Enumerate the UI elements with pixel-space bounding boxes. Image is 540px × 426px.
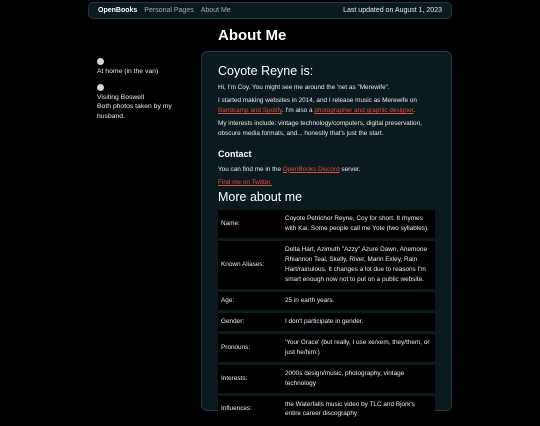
top-nav [88,2,452,19]
info-key: Age: [218,292,282,310]
info-key: Known Aliases: [218,241,282,289]
info-table [218,207,435,426]
info-value: 25 in earth years. [282,292,435,310]
content-card [201,51,452,418]
info-row [218,365,435,393]
intro-websites-end: . [413,106,416,114]
contact-post: server. [339,165,361,173]
info-row [218,334,435,362]
sidebar [97,58,197,128]
contact-pre: You can find me in the [218,165,283,173]
info-row [218,396,435,424]
intro-websites-text: I started making websites in 2014, and I release music as Merewife on [218,96,417,104]
contact-twitter [218,178,435,188]
intro-heading: Coyote Reyne is: [218,64,314,78]
info-value: Delta Hart, Azimuth "Azzy" Azure Dawn, Anemone Rhiannon Teal, Skelly, River, Marin Exley, Rain Hart/rainulous. It changes a lot due to reasons I'm smart enough now not to put on a public website. [282,241,435,289]
info-key: Interests: [218,365,282,393]
photo-boswell [97,84,104,91]
twitter-link[interactable]: Find me on Twitter. [218,178,272,186]
intro-interests: My interests include: vintage technology/computers, digital preservation, obscure media formats, and... honestly that's just the start. [218,119,422,137]
info-key: Influences: [218,396,282,424]
info-value: Coyote Petrichor Reyne, Coy for short. It rhymes with Kai. Some people call me Yote (two syllables). [282,210,435,238]
info-key: Name: [218,210,282,238]
nav-personal-pages[interactable]: Personal Pages [144,7,194,14]
info-key: Pronouns: [218,334,282,362]
info-row [218,210,435,238]
photo-credit: Both photos taken by my husband. [97,103,172,120]
intro-websites-mid: . I'm also a [281,106,315,114]
info-key: Gender: [218,313,282,331]
last-updated: Last updated on August 1, 2023 [343,7,442,14]
info-row [218,292,435,310]
photo-van [97,58,104,65]
contact-heading: Contact [218,148,252,159]
intro-websites [218,96,435,116]
intro-greeting: Hi, I'm Coy. You might see me around the 'net as "Merewife". [218,84,390,91]
brand-link[interactable]: OpenBooks [98,7,138,14]
info-row [218,313,435,331]
discord-link[interactable]: OpenBooks Discord [282,165,340,173]
nav-about-me[interactable]: About Me [200,7,231,14]
caption-van: At home (in the van) [97,68,159,75]
info-value: 2000s design/music, photography, vintage technology [282,365,435,393]
info-value: I don't participate in gender. [282,313,435,331]
page-title: About Me [218,27,287,44]
more-heading: More about me [218,190,303,205]
info-row [218,241,435,289]
photographer-link[interactable]: photographer and graphic designer [314,106,414,114]
contact-discord [218,165,435,175]
info-value: the Waterfalls music video by TLC and Bjork's entire career discography [282,396,435,424]
caption-boswell: Visiting Boswell [97,93,145,101]
bandcamp-spotify-link[interactable]: Bandcamp and Spotify [218,106,282,114]
info-value: 'Your Grace' (but really, I use xe/xem, they/them, or just he/him.) [282,334,435,362]
